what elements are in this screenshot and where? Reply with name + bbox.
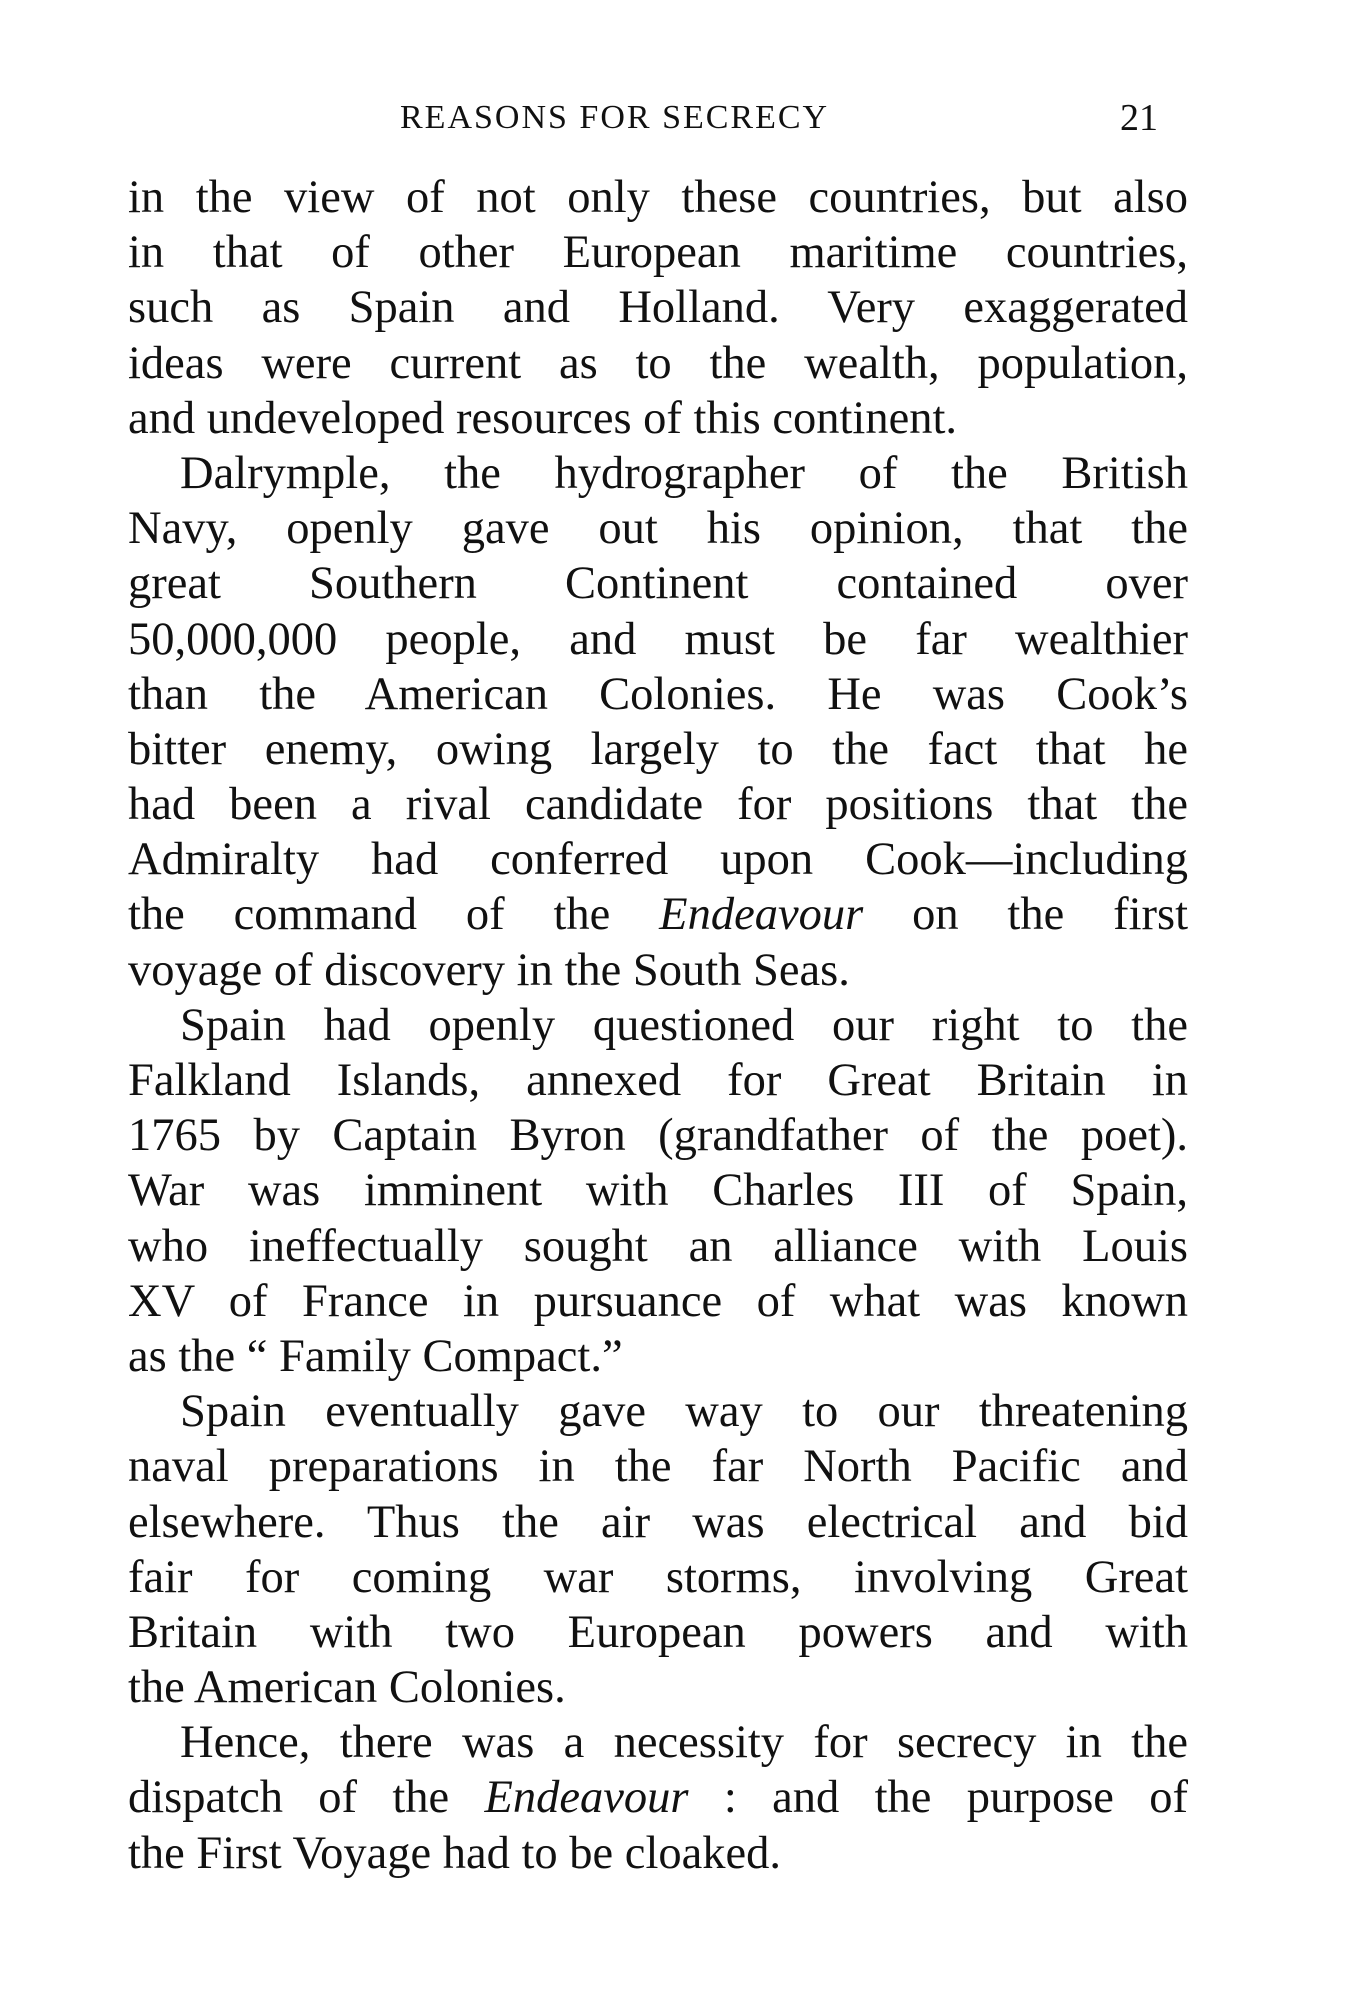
text-line bbox=[128, 887, 1188, 942]
text-line bbox=[128, 170, 1188, 225]
text-line bbox=[128, 722, 1188, 777]
text-run: the command of the bbox=[128, 889, 660, 941]
text-run: Navy, openly gave out his opinion, that the bbox=[128, 503, 1188, 555]
text-line bbox=[128, 832, 1188, 887]
text-line bbox=[128, 943, 1188, 998]
text-line bbox=[128, 391, 1188, 446]
text-run: in the view of not only these countries, but also bbox=[128, 172, 1188, 223]
text-line bbox=[128, 777, 1188, 832]
page-number: 21 bbox=[1120, 97, 1158, 139]
text-run: as the “ Family Compact.” bbox=[128, 1330, 623, 1382]
text-run: : and the purpose of bbox=[688, 1772, 1188, 1824]
paragraph bbox=[128, 170, 1188, 446]
text-line bbox=[128, 1108, 1188, 1163]
text-line bbox=[128, 1329, 1188, 1384]
text-run: Admiralty had conferred upon Cook—including bbox=[128, 834, 1188, 886]
text-line bbox=[128, 1605, 1188, 1660]
text-line bbox=[128, 1495, 1188, 1550]
text-run: naval preparations in the far North Pacific and bbox=[128, 1441, 1188, 1493]
text-line bbox=[128, 998, 1188, 1053]
text-line bbox=[128, 225, 1188, 280]
paragraph bbox=[128, 1715, 1188, 1881]
body-text bbox=[128, 170, 1188, 1881]
text-run: than the American Colonies. He was Cook’s bbox=[128, 668, 1188, 720]
text-line bbox=[128, 336, 1188, 391]
text-line bbox=[128, 667, 1188, 722]
text-run: had been a rival candidate for positions that the bbox=[128, 779, 1188, 831]
text-line bbox=[128, 1219, 1188, 1274]
text-line bbox=[128, 556, 1188, 611]
text-line bbox=[128, 1274, 1188, 1329]
text-line bbox=[128, 1660, 1188, 1715]
text-run: bitter enemy, owing largely to the fact that he bbox=[128, 723, 1188, 775]
text-line bbox=[128, 446, 1188, 501]
text-line bbox=[128, 1550, 1188, 1605]
text-run: voyage of discovery in the South Seas. bbox=[128, 944, 850, 996]
text-run: Dalrymple, the hydrographer of the British bbox=[180, 447, 1188, 499]
text-run: dispatch of the bbox=[128, 1772, 485, 1824]
text-run: 1765 by Captain Byron (grandfather of the poet). bbox=[128, 1110, 1188, 1162]
text-line bbox=[128, 501, 1188, 556]
text-run: who ineffectually sought an alliance with Louis bbox=[128, 1220, 1188, 1272]
text-line bbox=[128, 612, 1188, 667]
text-line bbox=[128, 1715, 1188, 1770]
text-run: elsewhere. Thus the air was electrical and bid bbox=[128, 1496, 1188, 1548]
text-line bbox=[128, 1439, 1188, 1494]
text-run: and undeveloped resources of this continent. bbox=[128, 392, 958, 444]
text-line bbox=[128, 1053, 1188, 1108]
ship-name: Endeavour bbox=[484, 1772, 689, 1824]
text-run: in that of other European maritime countries, bbox=[128, 227, 1188, 279]
text-run: the First Voyage had to be cloaked. bbox=[128, 1827, 782, 1879]
ship-name: Endeavour bbox=[659, 889, 864, 941]
text-run: War was imminent with Charles III of Spain, bbox=[128, 1165, 1188, 1217]
text-run: Britain with two European powers and with bbox=[128, 1606, 1188, 1658]
text-run: 50,000,000 people, and must be far wealthier bbox=[128, 613, 1188, 665]
text-line bbox=[128, 1384, 1188, 1439]
paragraph bbox=[128, 1384, 1188, 1715]
text-run: XV of France in pursuance of what was known bbox=[128, 1275, 1188, 1327]
text-run: Falkland Islands, annexed for Great Britain in bbox=[128, 1055, 1188, 1106]
paragraph bbox=[128, 446, 1188, 998]
text-run: Hence, there was a necessity for secrecy in the bbox=[180, 1717, 1188, 1769]
text-run: ideas were current as to the wealth, population, bbox=[128, 337, 1188, 389]
running-title: REASONS FOR SECRECY bbox=[400, 99, 830, 136]
text-run: on the first bbox=[863, 889, 1188, 941]
text-run: such as Spain and Holland. Very exaggerated bbox=[128, 282, 1188, 334]
text-line bbox=[128, 1163, 1188, 1218]
text-run: the American Colonies. bbox=[128, 1662, 566, 1714]
text-run: Spain had openly questioned our right to the bbox=[180, 999, 1188, 1051]
text-line bbox=[128, 1826, 1188, 1881]
paragraph bbox=[128, 998, 1188, 1384]
text-line bbox=[128, 280, 1188, 335]
text-run: Spain eventually gave way to our threatening bbox=[180, 1386, 1188, 1438]
text-line bbox=[128, 1770, 1188, 1825]
text-run: great Southern Continent contained over bbox=[128, 558, 1188, 610]
text-run: fair for coming war storms, involving Great bbox=[128, 1551, 1188, 1603]
running-head bbox=[0, 88, 1346, 148]
